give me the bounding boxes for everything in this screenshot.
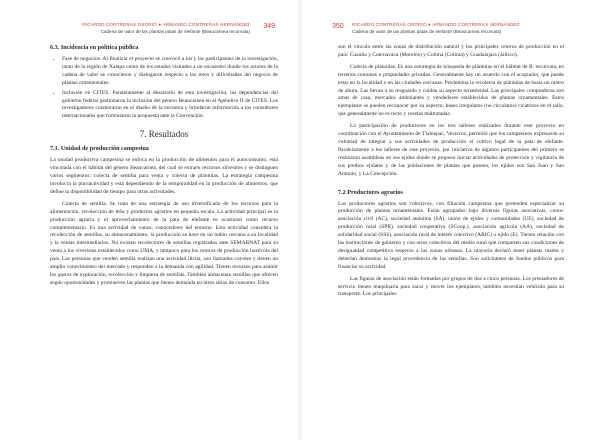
paragraph: Los productores agrarios son colectivos, con filiación campesina que pretenden especializar su producción de plantas ornamentales. Están agrupados bajo diversas figuras asociativas, como: asociación civil (AC), sociedad anónima (SA), unión de ejidos y comunidades (UE), sociedad de producción rural (SPR), sociedad cooperativa (SCoop.), asociación agrícola (AA), sociedad de solidaridad social (SSS), asociación rural de interés colectivo (ARIC) o ejido (E). Tienen relación con las instituciones de gobierno y con otros colectivos del medio rural que comparten sus condiciones de desigualdad competitiva respecto a las zonas urbanas. La mayoría declaró tener plantas madre y deberían demostrar la legal procedencia de las semillas. Son solicitantes de fondos públicos para financiar su actividad. [338, 200, 564, 270]
left-page [0, 0, 298, 440]
paragraph: La unidad productiva campesina se enfoca en la producción de alimentos para el autoconsumo, está vinculada con el hábitat del género Beaucarnea, del cual se extraen recursos silvestres y se distinguen varios segmentos: colecta de semilla para venta y colecta de plántulas. La estrategia campesina involucra la pluriactividad y está dependiendo de la temporalidad en la producción de alimentos, que define la disponibilidad de tiempo para otras actividades. [50, 157, 278, 195]
right-running-header [352, 22, 520, 34]
right-page-body [338, 44, 564, 303]
section-7-2-title: 7.2 Productores agrarios [338, 188, 403, 196]
left-page-body [50, 44, 278, 292]
right-header-subtitle: Cadena de valor de las plantas patas de elefante (Beaucarnea recurvata) [352, 29, 502, 34]
paragraph: Colecta de semilla. Se trata de una estrategia de uso diversificado de los recursos para la alimentación, recolección de leña y productos agrarios en pequeña escala. La actividad principal es la producción agraria y el aprovechamiento de la pata de elefante es ocasional como recurso complementario. Es una actividad de vanos, conocedores del entorno. Esta actividad considera la recolección de semillas, su almacenamiento, la producción se hace en un redón cercano a su localidad y la ventas intermediarios. No existen recolectores de semillas registrados ante SEMARNAT para su venta a los viveristas establecidos como UMA, y tampoco para los centros de producción hortícola del país. Las personas que venden semilla realizan una actividad ilícita, son llamados coyotes y tienen un amplio conocimiento del mercado y responden a la demanda con agilidad. Tienen recursos para asumir los gastos de exploración, recolección y limpieza de semillas. También almacenan semillas que ofrecen según oportunidades y promueven las plantas que tienen demanda en otros sitios de consumo. Ellos [50, 200, 278, 286]
left-header-subtitle: Cadena de valor de las plantas patas de elefante (Beaucarnea recurvata) [100, 29, 250, 34]
right-page-number: 350 [332, 23, 344, 30]
bullet-item: • Fase de negocios. Al finalizar el proyecto se convocó a los y las participantes de la investigación, tanto de la región de Xalapa como de los estados visitados a un encuentro donde los actores de la cadena de valor se conocieron y dialogaron respecto a los retos y dificultades del negocio de plantas ornamentales. [62, 56, 278, 88]
right-page [302, 0, 600, 440]
paragraph: Las figuras de asociación están formadas por grupos de dos a cinco personas. Los prestadores de servicio tienen maquinaria para sacar y mover los ejemplares, también necesitan vehículo para su transporte. Los principales [338, 275, 564, 298]
right-header-authors: RICARDO CONTRERAS OSORIO ● ARMANDO CONTRERAS HERNÁNDEZ [352, 22, 520, 27]
left-header-authors: RICARDO CONTRERAS OSORIO ● ARMANDO CONTRERAS HERNÁNDEZ [82, 22, 250, 27]
bullet-item: • Inclusión en CITES. Paralelamente al desarrollo de esta investigación, las dependencias del gobierno federal gestionaron la inclusión del género Beaucarnea en el Apéndice II de CITES. Los investigadores colaboraron en el diseño de la encuesta y brindaron información a los consultores internacionales que formularon la propuesta ante la Convención. [62, 90, 278, 122]
paragraph: Colecta de plántulas. Es una estrategia de búsqueda de plántulas en el hábitat de B. recurvata, en terrenos comunes o propiedades privadas. Generalmente hay un acuerdo con el acopiador, que puede estar en la localidad o en las ciudades cercanas. Predomina la recolecta de plántulas de hasta un metro de altura. Las llevan a su resguardo y cuidan su aspecto ornamental. Las principales compradoras son amas de casa, mercados ambulantes y vendedores establecidos de plantas ornamentales. Estos ejemplares se pueden reconocer por su aspecto: bases irregulares (no circulares) cicatrices en el tallo, que generalmente no es recto y rosetas maltratadas. [338, 63, 564, 118]
paragraph: son el vínculo entre las zonas de distribución natural y los principales centros de producción en el país: Cuautla y Cuernavaca (Morelos) y Colima (Colima) y Guadalajara (Jalisco). [338, 44, 564, 58]
left-running-header [82, 22, 250, 34]
section-7-1-title: 7.1. Unidad de producción campesina [50, 145, 149, 153]
paragraph: La participación de productores en los tres talleres realizados durante este proyecto en coordinación con el Ayuntamiento de Tlalnepac, Veracruz, permitió que los campesinos expresaran su voluntad de integrar a sus actividades de producción el cultivo legal de la pata de elefante. Paralelamente a los talleres de este proyecto, por iniciativa de algunos participantes del primero se realizaron asambleas en sus ejidos donde se propuso iniciar actividades de protección y vigilancia de sus predios ejidales y de las poblaciones de plantas que poseen, los ejidos son San Juan y San Antonio, y La Concepción. [338, 123, 564, 177]
bullet-list [50, 56, 278, 121]
chapter-title: 7. Resultados [139, 129, 189, 140]
left-page-number: 349 [263, 23, 275, 30]
section-6-3-title: 6.3. Incidencia en política pública [50, 44, 139, 51]
